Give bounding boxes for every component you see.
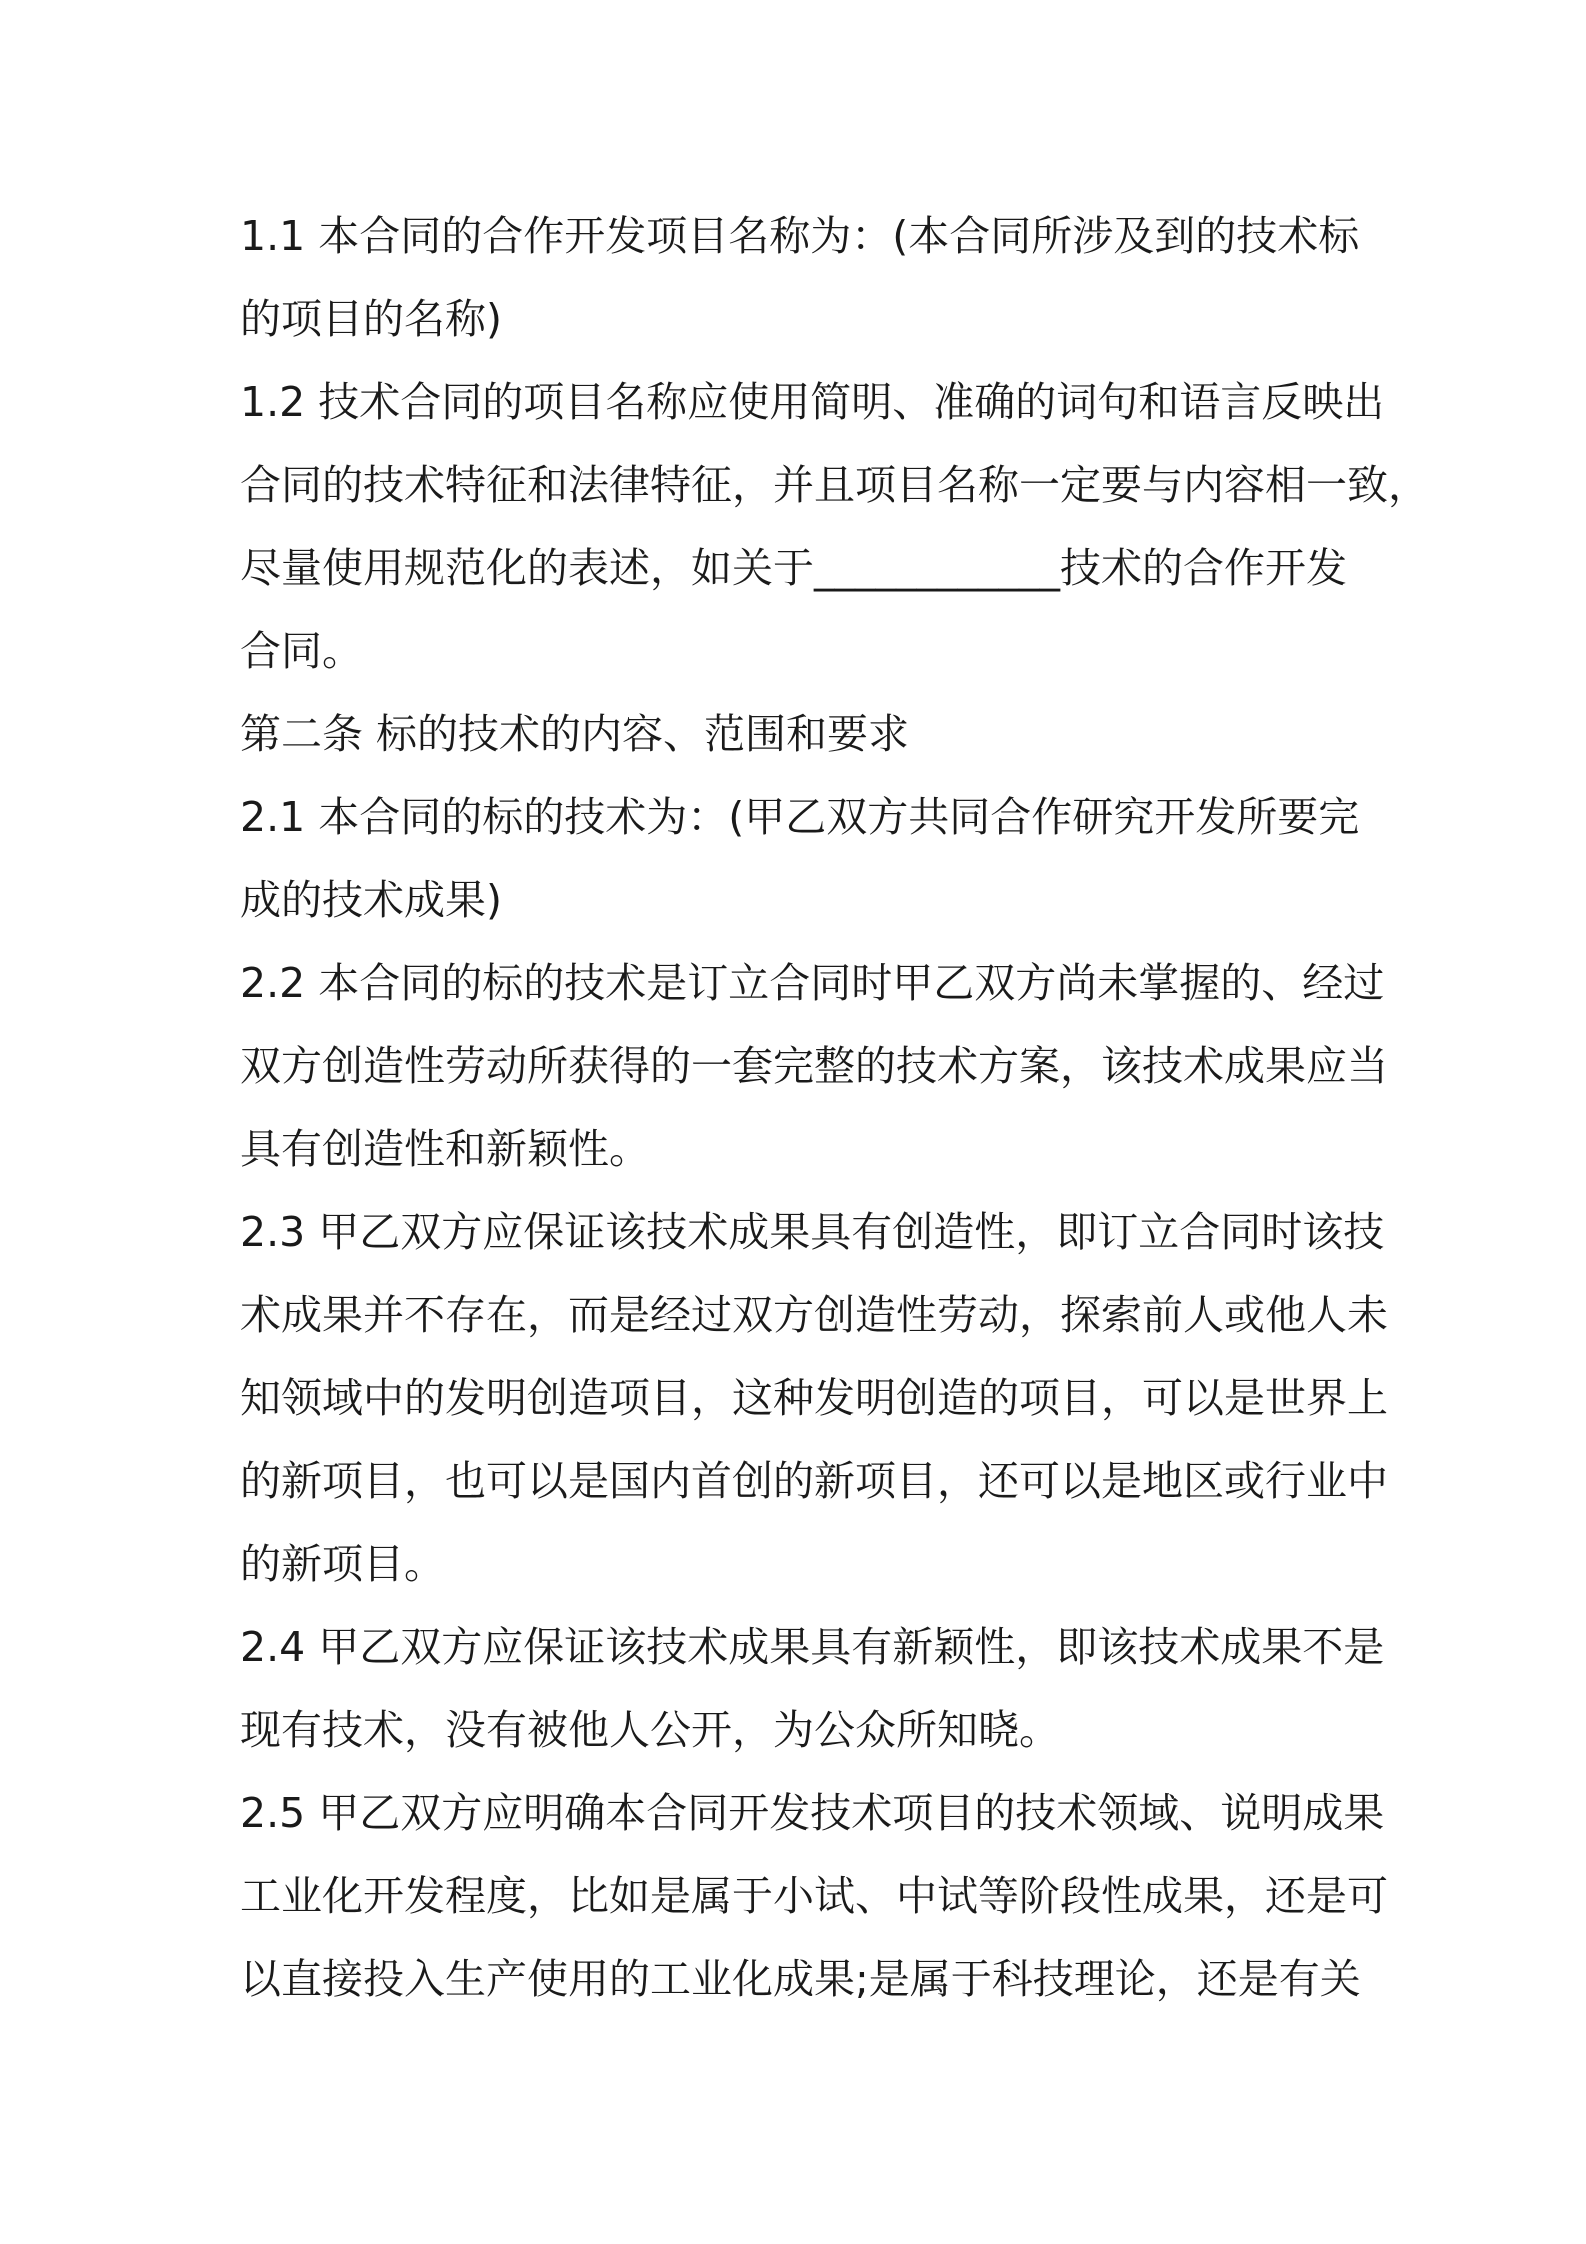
clause-2-3-line-2: 术成果并不存在，而是经过双方创造性劳动，探索前人或他人未 bbox=[240, 1291, 1388, 1339]
clause-2-2-line-2: 双方创造性劳动所获得的一套完整的技术方案，该技术成果应当 bbox=[240, 1042, 1388, 1090]
clause-2-3-line-4: 的新项目，也可以是国内首创的新项目，还可以是地区或行业中 bbox=[240, 1457, 1388, 1505]
clause-2-5-line-1: 2.5 甲乙双方应明确本合同开发技术项目的技术领域、说明成果 bbox=[240, 1789, 1385, 1837]
clause-2-4-line-1: 2.4 甲乙双方应保证该技术成果具有新颖性，即该技术成果不是 bbox=[240, 1623, 1385, 1671]
clause-2-1-line-2: 成的技术成果) bbox=[240, 876, 502, 924]
document-body bbox=[240, 195, 1429, 2021]
clause-2-2-line-3: 具有创造性和新颖性。 bbox=[240, 1125, 650, 1173]
clause-2-1 bbox=[240, 776, 1360, 942]
clause-1-2-line-3: 尽量使用规范化的表述，如关于____________技术的合作开发 bbox=[240, 544, 1347, 592]
clause-1-2-line-4: 合同。 bbox=[240, 627, 363, 675]
clause-2-3-line-3: 知领域中的发明创造项目，这种发明创造的项目，可以是世界上 bbox=[240, 1374, 1388, 1422]
clause-1-1-line-2: 的项目的名称) bbox=[240, 295, 502, 343]
clause-2-4-line-2: 现有技术，没有被他人公开，为公众所知晓。 bbox=[240, 1706, 1060, 1754]
clause-2-5 bbox=[240, 1772, 1388, 2021]
clause-1-2-line-1: 1.2 技术合同的项目名称应使用简明、准确的词句和语言反映出 bbox=[240, 378, 1385, 426]
clause-1-2 bbox=[240, 361, 1429, 693]
clause-2-5-line-2: 工业化开发程度，比如是属于小试、中试等阶段性成果，还是可 bbox=[240, 1872, 1388, 1920]
clause-2-4 bbox=[240, 1606, 1385, 1772]
clause-2-1-line-1: 2.1 本合同的标的技术为：(甲乙双方共同合作研究开发所要完 bbox=[240, 793, 1360, 841]
clause-1-2-line-2: 合同的技术特征和法律特征，并且项目名称一定要与内容相一致， bbox=[240, 461, 1429, 509]
clause-2-2-line-1: 2.2 本合同的标的技术是订立合同时甲乙双方尚未掌握的、经过 bbox=[240, 959, 1385, 1007]
clause-2-2 bbox=[240, 942, 1388, 1191]
article-2-heading-text: 第二条 标的技术的内容、范围和要求 bbox=[240, 710, 910, 758]
clause-1-1-line-1: 1.1 本合同的合作开发项目名称为：(本合同所涉及到的技术标 bbox=[240, 212, 1360, 260]
clause-2-5-line-3: 以直接投入生产使用的工业化成果;是属于科技理论，还是有关 bbox=[240, 1955, 1361, 2003]
clause-2-3-line-1: 2.3 甲乙双方应保证该技术成果具有创造性，即订立合同时该技 bbox=[240, 1208, 1385, 1256]
clause-1-1 bbox=[240, 195, 1360, 361]
article-2-heading bbox=[240, 693, 1360, 776]
clause-2-3-line-5: 的新项目。 bbox=[240, 1540, 445, 1588]
clause-2-3 bbox=[240, 1191, 1388, 1606]
